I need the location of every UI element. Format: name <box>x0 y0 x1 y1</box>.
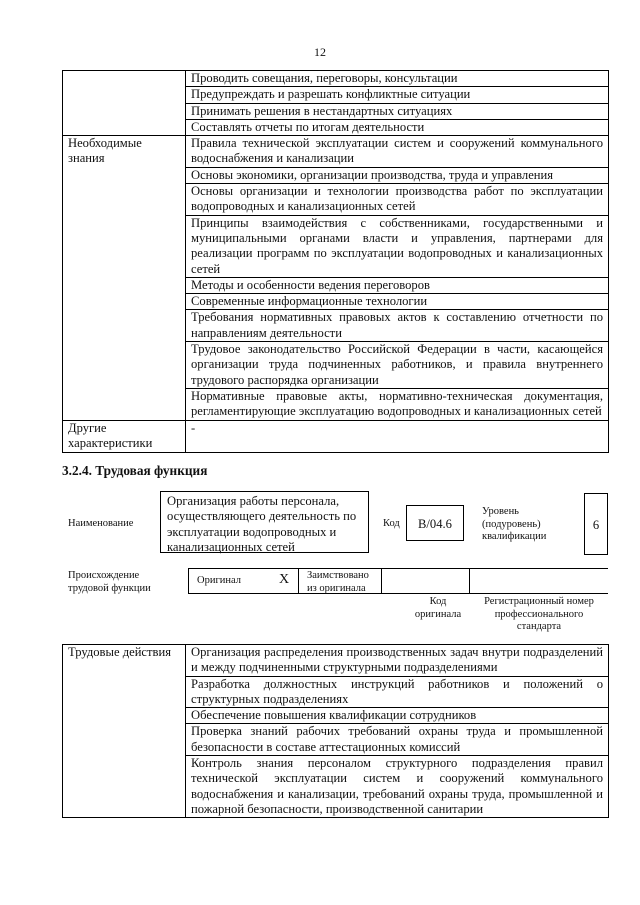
table-row <box>63 167 609 183</box>
table-row <box>63 420 609 452</box>
table-row <box>63 119 609 135</box>
skill-item: Принимать решения в нестандартных ситуациях <box>186 103 609 119</box>
table-row <box>63 342 609 389</box>
skill-item: Проводить совещания, переговоры, консультации <box>186 71 609 87</box>
action-item: Контроль знания персоналом структурного подразделения правил технической эксплуатации систем и сооружений коммунального водоснабжения и канализации, требований охраны труда, промышленной и пожарной безопасности, производственной санитарии <box>186 756 609 818</box>
function-code: B/04.6 <box>406 505 464 541</box>
actions-table <box>62 644 609 818</box>
table-row <box>63 310 609 342</box>
name-label: Наименование <box>68 518 134 529</box>
other-label: Другие характеристики <box>63 420 186 452</box>
table-row <box>63 724 609 756</box>
code-label: Код <box>383 518 400 529</box>
table-row <box>63 708 609 724</box>
knowledge-item: Методы и особенности ведения переговоров <box>186 277 609 293</box>
other-value: - <box>186 420 609 452</box>
action-item: Проверка знаний рабочих требований охраны труда и промышленной безопасности в составе аттестационных комиссий <box>186 724 609 756</box>
table-row <box>63 184 609 216</box>
knowledge-item: Основы организации и технологии производства работ по эксплуатации водопроводных и канализационных сетей <box>186 184 609 216</box>
skill-item: Составлять отчеты по итогам деятельности <box>186 119 609 135</box>
table-row <box>63 87 609 103</box>
table-row <box>63 756 609 818</box>
table-row <box>63 277 609 293</box>
origin-label: Происхождение трудовой функции <box>68 570 151 594</box>
knowledge-item: Основы экономики, организации производства, труда и управления <box>186 167 609 183</box>
reg-caption: Регистрационный номер профессионального стандарта <box>484 596 594 632</box>
table-row <box>63 215 609 277</box>
knowledge-item: Трудовое законодательство Российской Федерации в части, касающейся организации труда подчиненных работников, и правила внутреннего трудового распорядка организации <box>186 342 609 389</box>
borrowed-label: Заимствовано из оригинала <box>307 570 369 594</box>
requirements-table <box>62 70 609 453</box>
table-row <box>63 645 609 677</box>
level-label: Уровень (подуровень) квалификации <box>482 506 547 542</box>
knowledge-item: Нормативные правовые акты, нормативно-техническая документация, регламентирующие эксплуатацию водопроводных и канализационных сетей <box>186 388 609 420</box>
knowledge-item: Правила технической эксплуатации систем и сооружений коммунального водоснабжения и канализации <box>186 136 609 168</box>
skill-item: Предупреждать и разрешать конфликтные ситуации <box>186 87 609 103</box>
code-caption: Код оригинала <box>414 596 462 620</box>
original-label: Оригинал <box>197 575 241 586</box>
table-row <box>63 136 609 168</box>
origin-row <box>188 568 608 594</box>
table-row <box>63 676 609 708</box>
knowledge-item: Современные информационные технологии <box>186 294 609 310</box>
original-mark: X <box>279 572 290 587</box>
action-item: Обеспечение повышения квалификации сотрудников <box>186 708 609 724</box>
actions-label: Трудовые действия <box>63 645 186 677</box>
table-row <box>63 103 609 119</box>
table-row <box>63 294 609 310</box>
action-item: Разработка должностных инструкций работников и положений о структурных подразделениях <box>186 676 609 708</box>
knowledge-item: Требования нормативных правовых актов к составлению отчетности по направлениям деятельности <box>186 310 609 342</box>
action-item: Организация распределения производственных задач внутри подразделений и между подчиненными структурными подразделениями <box>186 645 609 677</box>
page-number: 12 <box>314 45 326 59</box>
knowledge-label: Необходимые знания <box>63 136 186 168</box>
table-row <box>63 388 609 420</box>
level-value: 6 <box>584 493 608 555</box>
section-title: 3.2.4. Трудовая функция <box>62 463 208 478</box>
table-row <box>63 71 609 87</box>
function-name: Организация работы персонала, осуществляющего деятельность по эксплуатации водопроводных и канализационных сетей <box>160 491 369 553</box>
knowledge-item: Принципы взаимодействия с собственниками, государственными и муниципальными органами власти и управления, партнерами для реализации программ по эксплуатации водопроводных и канализационных сетей <box>186 215 609 277</box>
